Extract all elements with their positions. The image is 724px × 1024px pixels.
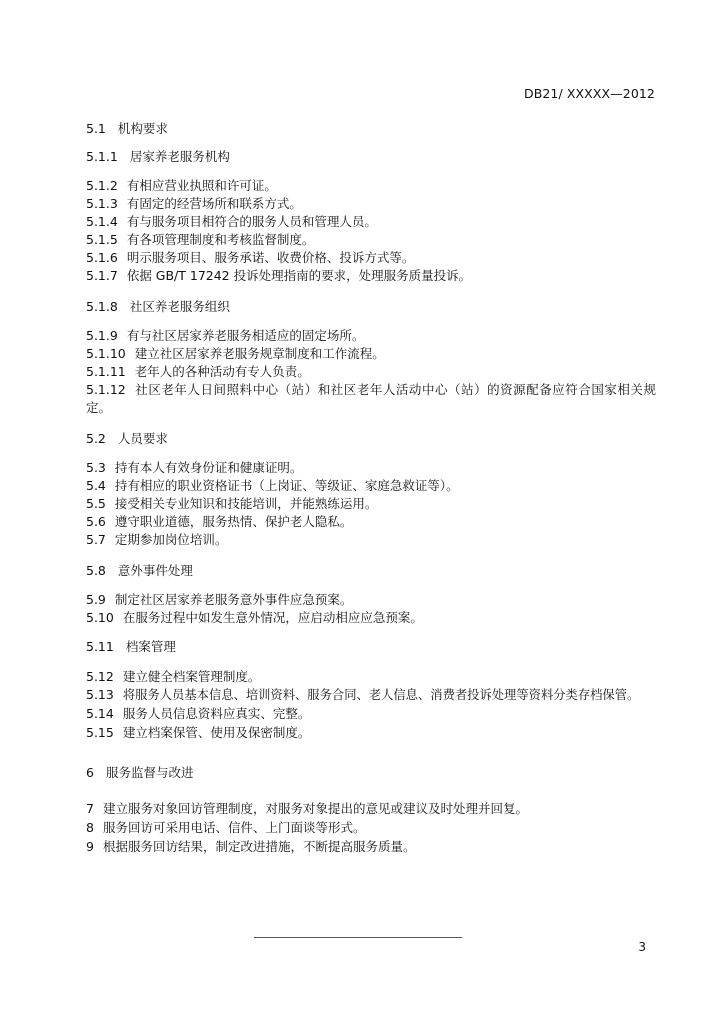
footer-divider (254, 937, 462, 938)
section-text: 意外事件处理 (117, 563, 193, 578)
clause-5-1-2 (86, 177, 656, 195)
section-text: 社区养老服务组织 (129, 299, 230, 314)
clause-number: 5.1.2 (86, 178, 118, 193)
clause-number: 5.10 (86, 610, 114, 625)
clause-text: 建立社区居家养老服务规章制度和工作流程。 (134, 346, 385, 361)
clause-number: 9 (86, 839, 94, 854)
clause-text: 服务人员信息资料应真实、完整。 (122, 706, 311, 721)
clause-5-1-10 (86, 345, 656, 363)
clause-text: 有与服务项目相符合的服务人员和管理人员。 (126, 214, 377, 229)
clause-text: 服务回访可采用电话、信件、上门面谈等形式。 (102, 820, 366, 835)
section-number: 5.1.1 (86, 149, 118, 164)
clause-text: 持有相应的职业资格证书（上岗证、等级证、家庭急救证等）。 (114, 478, 459, 493)
clause-5-1-3 (86, 195, 656, 213)
clause-number: 5.1.12 (86, 382, 126, 397)
clause-number: 5.1.11 (86, 364, 126, 379)
section-text: 居家养老服务机构 (129, 149, 230, 164)
clause-5-1-7 (86, 267, 656, 285)
clause-5-1-12 (86, 381, 656, 417)
clause-number: 5.5 (86, 496, 106, 511)
clause-5-12 (86, 668, 656, 686)
section-number: 6 (86, 765, 94, 780)
clause-number: 5.1.5 (86, 232, 118, 247)
clause-text: 制定社区居家养老服务意外事件应急预案。 (114, 592, 353, 607)
clause-5-15 (86, 724, 656, 742)
section-number: 5.2 (86, 431, 106, 446)
clause-text: 遵守职业道德，服务热情、保护老人隐私。 (114, 514, 353, 529)
clause-text: 建立健全档案管理制度。 (122, 669, 261, 684)
clause-5-4 (86, 477, 656, 495)
section-text: 服务监督与改进 (105, 765, 194, 780)
clause-text: 接受相关专业知识和技能培训，并能熟练运用。 (114, 496, 378, 511)
section-heading-5-1 (86, 120, 656, 138)
clause-5-9 (86, 591, 656, 609)
clause-number: 7 (86, 801, 94, 816)
section-heading-5-1-1 (86, 148, 656, 166)
clause-number: 5.9 (86, 592, 106, 607)
clause-number: 5.3 (86, 460, 106, 475)
clause-number: 5.1.3 (86, 196, 118, 211)
clause-number: 5.12 (86, 669, 114, 684)
clause-text: 持有本人有效身份证和健康证明。 (114, 460, 303, 475)
clause-text: 老年人的各种活动有专人负责。 (134, 364, 310, 379)
section-text: 人员要求 (117, 431, 168, 446)
section-number: 5.11 (86, 639, 114, 654)
clause-number: 5.15 (86, 725, 114, 740)
clause-text: 在服务过程中如发生意外情况，应启动相应应急预案。 (122, 610, 423, 625)
clause-5-6 (86, 513, 656, 531)
clause-text: 有相应营业执照和许可证。 (126, 178, 277, 193)
clause-5-1-6 (86, 249, 656, 267)
clause-number: 5.6 (86, 514, 106, 529)
clause-number: 5.13 (86, 687, 114, 702)
section-number: 5.8 (86, 563, 106, 578)
section-number: 5.1 (86, 121, 106, 136)
clause-5-5 (86, 495, 656, 513)
clause-text: 有各项管理制度和考核监督制度。 (126, 232, 315, 247)
section-text: 档案管理 (125, 639, 176, 654)
document-code-header: DB21/ XXXXX—2012 (523, 86, 655, 101)
section-text: 机构要求 (117, 121, 168, 136)
clause-text: 有与社区居家养老服务相适应的固定场所。 (126, 328, 365, 343)
clause-8 (86, 819, 656, 837)
clause-number: 8 (86, 820, 94, 835)
clause-number: 5.7 (86, 532, 106, 547)
page-number: 3 (638, 940, 646, 954)
clause-9 (86, 838, 656, 856)
clause-number: 5.1.6 (86, 250, 118, 265)
clause-text: 明示服务项目、服务承诺、收费价格、投诉方式等。 (126, 250, 415, 265)
clause-5-3 (86, 459, 656, 477)
clause-5-1-5 (86, 231, 656, 249)
clause-text: 有固定的经营场所和联系方式。 (126, 196, 302, 211)
clause-text: 将服务人员基本信息、培训资料、服务合同、老人信息、消费者投诉处理等资料分类存档保管。 (122, 688, 640, 702)
clause-5-10 (86, 609, 656, 627)
clause-number: 5.4 (86, 478, 106, 493)
section-heading-5-2 (86, 430, 656, 448)
section-number: 5.1.8 (86, 299, 118, 314)
clause-number: 5.14 (86, 706, 114, 721)
clause-5-1-4 (86, 213, 656, 231)
clause-number: 5.1.10 (86, 346, 126, 361)
clause-5-13 (86, 686, 656, 704)
clause-5-1-9 (86, 327, 656, 345)
clause-text: 建立服务对象回访管理制度，对服务对象提出的意见或建议及时处理并回复。 (102, 801, 528, 816)
clause-text: 依据 GB/T 17242 投诉处理指南的要求，处理服务质量投诉。 (126, 268, 472, 283)
clause-text: 根据服务回访结果，制定改进措施，不断提高服务质量。 (102, 839, 416, 854)
section-heading-5-11 (86, 638, 656, 656)
clause-text: 社区老年人日间照料中心（站）和社区老年人活动中心（站）的资源配备应符合国家相关规定。 (86, 382, 656, 415)
clause-number: 5.1.4 (86, 214, 118, 229)
clause-text: 建立档案保管、使用及保密制度。 (122, 725, 311, 740)
section-heading-5-8 (86, 562, 656, 580)
section-heading-5-1-8 (86, 298, 656, 316)
clause-7 (86, 800, 656, 818)
clause-5-14 (86, 705, 656, 723)
clause-number: 5.1.9 (86, 328, 118, 343)
section-heading-6 (86, 764, 656, 782)
clause-5-1-11 (86, 363, 656, 381)
clause-text: 定期参加岗位培训。 (114, 532, 228, 547)
clause-number: 5.1.7 (86, 268, 118, 283)
clause-5-7 (86, 531, 656, 549)
